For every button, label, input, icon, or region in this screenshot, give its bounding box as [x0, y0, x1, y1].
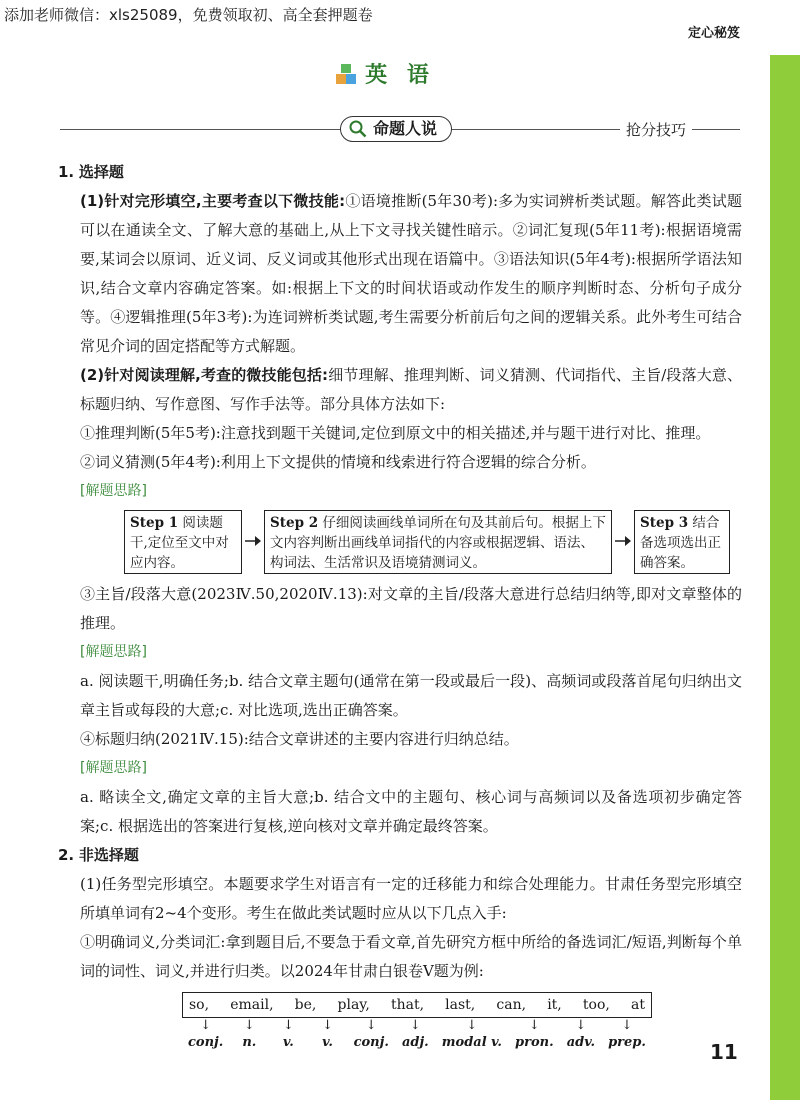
pos-label: adj. [401, 1035, 429, 1050]
arrow-down-icon: ↓ [575, 1018, 587, 1033]
abc-blocks-icon [335, 63, 357, 85]
main-content [58, 158, 742, 1052]
pos-label: conj. [188, 1035, 224, 1050]
pos-label: modal v. [441, 1035, 502, 1050]
pos-cell [515, 1018, 554, 1052]
pos-label: v. [322, 1035, 333, 1050]
pos-label: pron. [515, 1035, 554, 1050]
step-2-box [264, 510, 612, 574]
arrow-down-icon: ↓ [243, 1018, 255, 1033]
paragraph [62, 187, 742, 361]
word-item: last, [445, 997, 476, 1013]
paragraph: ④标题归纳(2021Ⅳ.15):结合文章讲述的主要内容进行归纳总结。 [80, 730, 519, 748]
page-number: 11 [710, 1040, 738, 1064]
watermark: 添加老师微信：xls25089，免费领取初、高全套押题卷 [4, 6, 373, 24]
arrow-down-icon: ↓ [322, 1018, 333, 1033]
word-box [182, 992, 652, 1018]
word-item: at [630, 997, 645, 1013]
paragraph: (1)任务型完形填空。本题要求学生对语言有一定的迁移能力和综合处理能力。甘肃任务型完形填空所填单词有2~4个变形。考生在做此类试题时应从以下几点入手: [80, 875, 742, 922]
hint-label: [解题思路] [80, 760, 147, 776]
pos-label: adv. [566, 1035, 596, 1050]
arrow-down-icon: ↓ [409, 1018, 421, 1033]
banner-right-label: 抢分技巧 [620, 119, 692, 140]
paragraph-lead: (2)针对阅读理解,考查的微技能包括: [80, 366, 329, 384]
step-text: 仔细阅读画线单词所在句及其前后句。根据上下文内容判断出画线单词指代的内容或根据逻辑、语法、构词法、生活常识及语境猜测词义。 [270, 515, 606, 571]
word-item: it, [547, 997, 562, 1013]
pos-label: v. [283, 1035, 294, 1050]
section-2-heading [58, 841, 742, 870]
magnifier-icon [349, 120, 367, 138]
step-label: Step 3 [640, 515, 689, 531]
word-item: too, [582, 997, 610, 1013]
paragraph: ①明确词义,分类词汇:拿到题目后,不要急于看文章,首先研究方框中所给的备选词汇/短语,判断每个单词的词性、词义,并进行归类。以2024年甘肃白银卷Ⅴ题为例: [80, 933, 742, 980]
word-item: can, [496, 997, 527, 1013]
banner-center-label: 命题人说 [373, 119, 438, 138]
word-item: be, [294, 997, 317, 1013]
arrow-down-icon: ↓ [200, 1018, 212, 1033]
pos-cell [354, 1018, 389, 1052]
section-title: 选择题 [78, 163, 124, 181]
hint-label: [解题思路] [80, 483, 147, 499]
paragraph: a. 略读全文,确定文章的主旨大意;b. 结合文中的主题句、核心词与高频词以及备选项初步确定答案;c. 根据选出的答案进行复核,逆向核对文章并确定最终答案。 [80, 788, 742, 835]
word-item: play, [337, 997, 370, 1013]
side-tab [770, 55, 800, 1100]
word-item: so, [189, 997, 210, 1013]
step-1-box [124, 510, 242, 574]
word-item: email, [230, 997, 274, 1013]
paragraph: ①推理判断(5年5考):注意找到题干关键词,定位到原文中的相关描述,并与题干进行对比、推理。 [80, 424, 711, 442]
running-header: 定心秘笈 [687, 26, 740, 41]
arrow-down-icon: ↓ [528, 1018, 540, 1033]
pos-cell [275, 1018, 301, 1052]
step-label: Step 2 [270, 515, 319, 531]
pos-cell [442, 1018, 502, 1052]
paragraph: a. 阅读题干,明确任务;b. 结合文章主题句(通常在第一段或最后一段)、高频词或段落首尾句归纳出文章主旨或每段的大意;c. 对比选项,选出正确答案。 [80, 672, 742, 719]
pos-cell [188, 1018, 223, 1052]
step-text: 阅读题干,定位至文中对应内容。 [130, 515, 229, 571]
paragraph-body: 细节理解、推理判断、词义猜测、代词指代、主旨/段落大意、标题归纳、写作意图、写作手法等。部分具体方法如下: [80, 366, 742, 413]
arrow-right-icon [244, 534, 262, 548]
pos-cell [402, 1018, 429, 1052]
hint-label: [解题思路] [80, 644, 147, 660]
pos-cell [236, 1018, 262, 1052]
paragraph [62, 361, 742, 419]
arrow-down-icon: ↓ [365, 1018, 377, 1033]
step-3-box [634, 510, 730, 574]
banner-pill [340, 116, 452, 142]
arrow-down-icon: ↓ [282, 1018, 294, 1033]
part-of-speech-row [182, 1018, 652, 1052]
arrow-right-icon [614, 534, 632, 548]
paragraph: ③主旨/段落大意(2023Ⅳ.50,2020Ⅳ.13):对文章的主旨/段落大意进行总结归纳等,即对文章整体的推理。 [80, 585, 742, 632]
step-label: Step 1 [130, 515, 179, 531]
section-banner [60, 116, 740, 142]
pos-label: conj. [353, 1035, 389, 1050]
section-number: 2. [58, 846, 75, 864]
section-title: 非选择题 [78, 846, 139, 864]
section-1-heading [58, 158, 742, 187]
pos-label: prep. [608, 1035, 646, 1050]
arrow-down-icon: ↓ [621, 1018, 633, 1033]
title-text: 英 语 [365, 63, 435, 88]
step-text: 结合备选项选出正确答案。 [640, 515, 721, 571]
pos-cell [567, 1018, 595, 1052]
word-item: that, [390, 997, 425, 1013]
section-number: 1. [58, 163, 75, 181]
paragraph-body: ①语境推断(5年30考):多为实词辨析类试题。解答此类试题可以在通读全文、了解大意的基础上,从上下文寻找关键性暗示。②词汇复现(5年11考):根据语境需要,某词会以原词、近义词、反义词或其他形式出现在语篇中。③语法知识(5年4考):根据所学语法知识,结合文章内容确定答案。如:根据上下文的时间状语或动作发生的顺序判断时态、分析句子成分等。④逻辑推理(5年3考):为连词辨析类试题,考生需要分析前后句之间的逻辑关系。此外考生可结合常见介词的固定搭配等方式解题。 [80, 192, 742, 355]
step-flowchart [124, 510, 740, 574]
paragraph-lead: (1)针对完形填空,主要考查以下微技能: [80, 192, 346, 210]
page-title [0, 58, 770, 89]
pos-cell [315, 1018, 341, 1052]
paragraph: ②词义猜测(5年4考):利用上下文提供的情境和线索进行符合逻辑的综合分析。 [80, 453, 596, 471]
arrow-down-icon: ↓ [466, 1018, 478, 1033]
pos-cell [608, 1018, 646, 1052]
pos-label: n. [242, 1035, 257, 1050]
